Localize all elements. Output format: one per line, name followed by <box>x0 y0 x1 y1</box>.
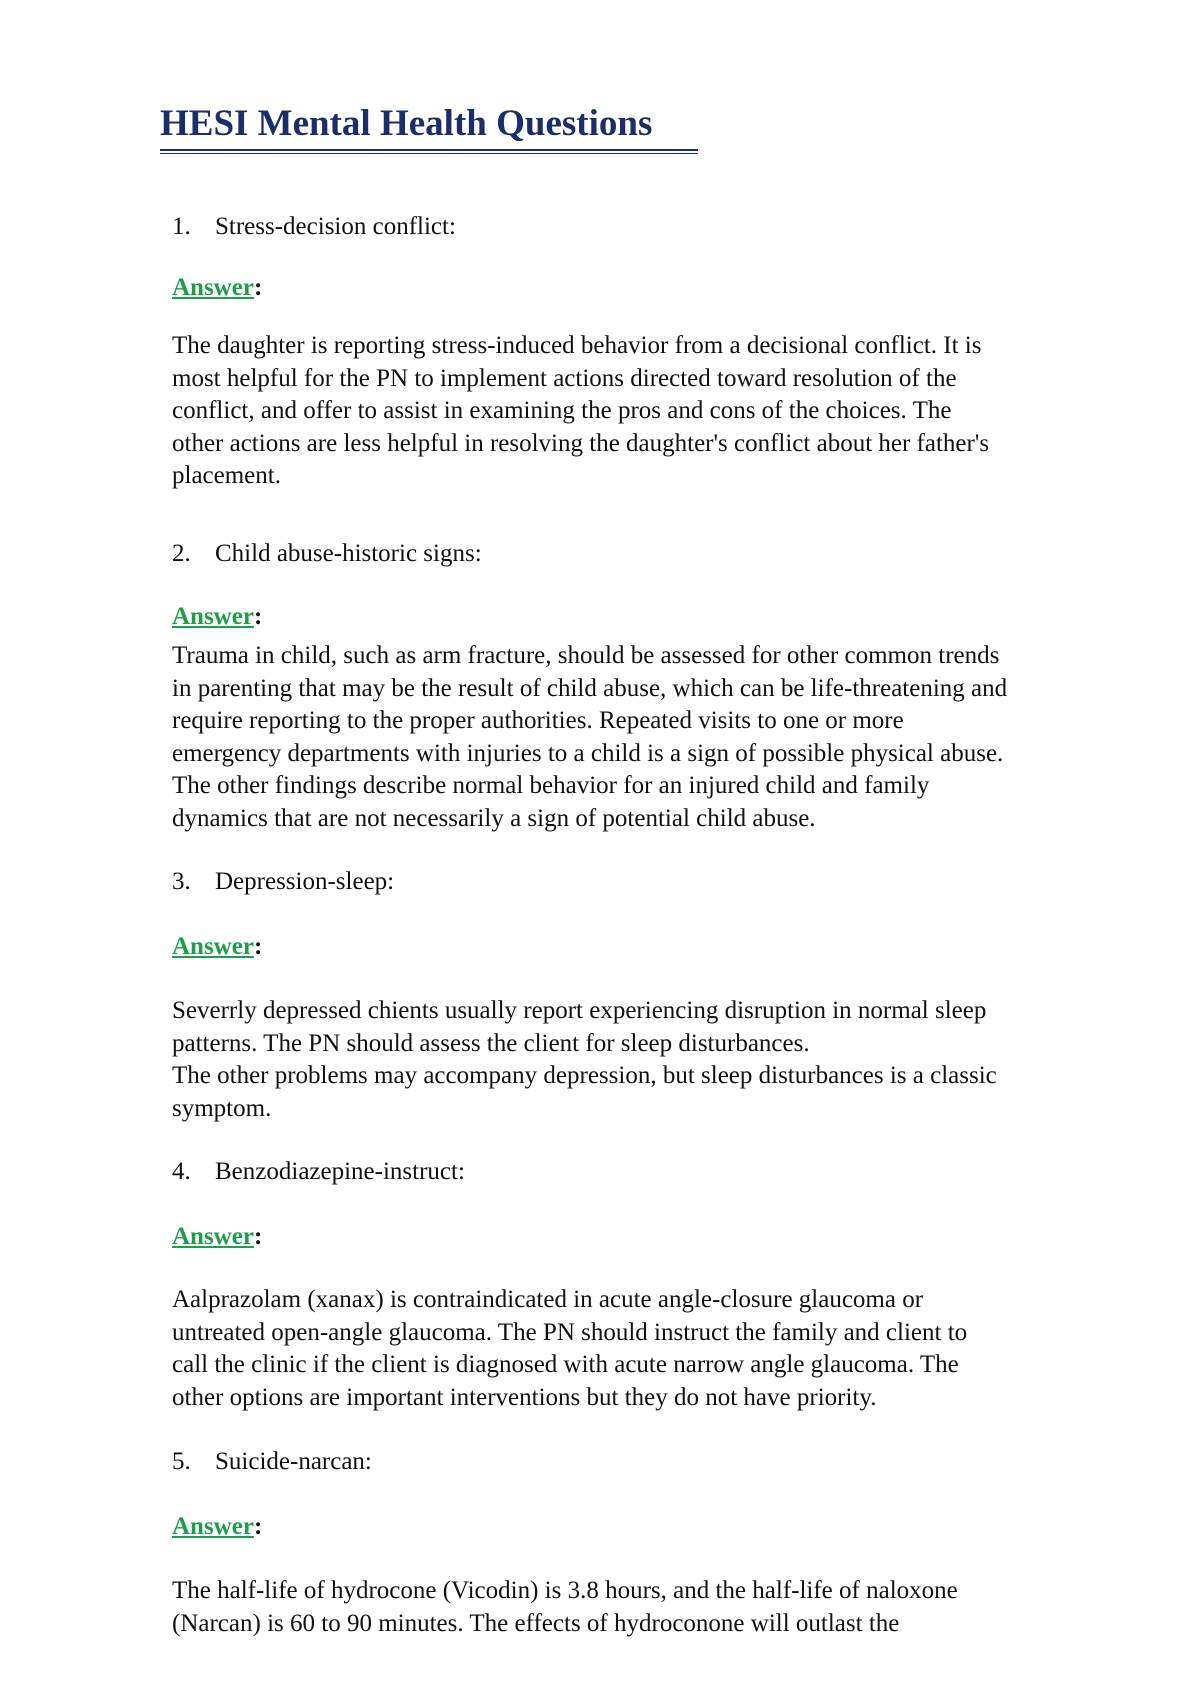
answer-label-2 <box>172 601 262 633</box>
question-prompt: Stress-decision conflict: <box>215 213 456 240</box>
answer-line: The half-life of hydrocone (Vicodin) is 3.8 hours, and the half-life of naloxone <box>172 1577 958 1604</box>
answer-word: Answer <box>172 1223 254 1250</box>
answer-line: call the clinic if the client is diagnosed with acute narrow angle glaucoma. The <box>172 1351 959 1378</box>
answer-line: symptom. <box>172 1094 272 1122</box>
answer-text-3 <box>172 995 1132 1125</box>
answer-line: placement. <box>172 462 281 489</box>
answer-label-1 <box>172 272 262 304</box>
answer-colon: : <box>253 1513 263 1540</box>
answer-line: emergency departments with injuries to a child is a sign of possible physical abuse. <box>172 739 1004 767</box>
answer-line: other options are important interventions but they do not have priority. <box>172 1383 877 1411</box>
question-3 <box>172 866 394 898</box>
answer-line: dynamics that are not necessarily a sign of potential child abuse. <box>172 804 816 832</box>
title-underline-second <box>160 153 698 155</box>
answer-line: require reporting to the proper authorities. Repeated visits to one or more <box>172 707 904 734</box>
answer-word: Answer <box>172 933 254 960</box>
answer-line: untreated open-angle glaucoma. The PN should instruct the family and client to <box>172 1318 968 1346</box>
answer-line: other actions are less helpful in resolving the daughter's conflict about her father's <box>172 429 990 457</box>
answer-line: in parenting that may be the result of child abuse, which can be life-threatening and <box>172 674 1008 702</box>
answer-line: The daughter is reporting stress-induced behavior from a decisional conflict. It is <box>172 332 982 359</box>
answer-word: Answer <box>172 1513 254 1540</box>
title-underline <box>160 149 698 151</box>
answer-word: Answer <box>172 603 254 630</box>
question-1 <box>172 211 456 243</box>
answer-line: The other problems may accompany depression, but sleep disturbances is a classic <box>172 1062 997 1089</box>
answer-line: (Narcan) is 60 to 90 minutes. The effects of hydroconone will outlast the <box>172 1609 900 1637</box>
question-prompt: Child abuse-historic signs: <box>215 540 482 567</box>
answer-line: Trauma in child, such as arm fracture, should be assessed for other common trends <box>172 642 1000 669</box>
answer-text-5 <box>172 1575 1132 1640</box>
answer-line: Aalprazolam (xanax) is contraindicated in acute angle-closure glaucoma or <box>172 1286 924 1313</box>
answer-line: most helpful for the PN to implement actions directed toward resolution of the <box>172 364 957 392</box>
answer-text-1 <box>172 330 1132 493</box>
answer-line: conflict, and offer to assist in examining the pros and cons of the choices. The <box>172 397 952 424</box>
question-prompt: Suicide-narcan: <box>215 1448 372 1475</box>
answer-colon: : <box>253 274 263 301</box>
answer-text-4 <box>172 1284 1132 1414</box>
question-number: 4. <box>172 1158 191 1185</box>
question-4 <box>172 1156 465 1188</box>
question-prompt: Benzodiazepine-instruct: <box>215 1158 465 1185</box>
answer-colon: : <box>253 1223 263 1250</box>
question-5 <box>172 1446 372 1478</box>
answer-label-3 <box>172 931 262 963</box>
answer-label-5 <box>172 1511 262 1543</box>
page-title: HESI Mental Health Questions <box>160 103 653 144</box>
question-number: 5. <box>172 1448 191 1475</box>
answer-colon: : <box>253 603 263 630</box>
answer-colon: : <box>253 933 263 960</box>
answer-label-4 <box>172 1221 262 1253</box>
answer-line: patterns. The PN should assess the client for sleep disturbances. <box>172 1029 810 1057</box>
answer-word: Answer <box>172 274 254 301</box>
answer-text-2 <box>172 640 1132 835</box>
answer-line: The other findings describe normal behavior for an injured child and family <box>172 772 930 799</box>
question-2 <box>172 538 482 570</box>
answer-line: Severrly depressed chients usually report experiencing disruption in normal sleep <box>172 997 987 1024</box>
question-number: 2. <box>172 540 191 567</box>
question-prompt: Depression-sleep: <box>215 868 395 895</box>
question-number: 3. <box>172 868 191 895</box>
question-number: 1. <box>172 213 191 240</box>
